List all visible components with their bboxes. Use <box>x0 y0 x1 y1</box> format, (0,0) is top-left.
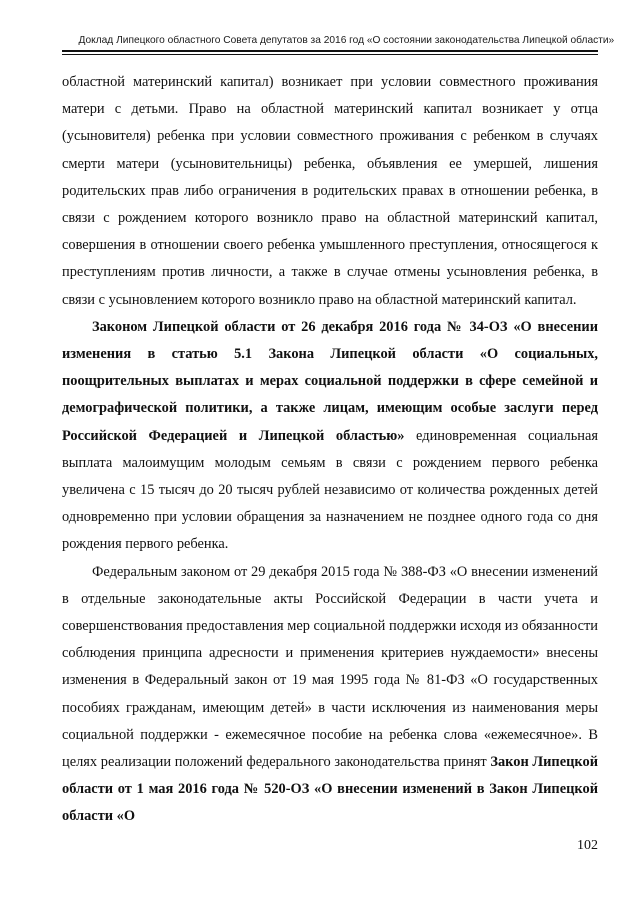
body-text <box>62 69 598 831</box>
paragraph-2 <box>62 314 598 559</box>
paragraph-2-text: единовременная социальная выплата малоимущим молодым семьям в связи с рождением первого ребенка увеличена с 15 тысяч до 20 тысяч рублей независимо от количества рожденных детей одновременно при условии обращения за назначением не позднее одного года со дня рождения первого ребенка. <box>62 427 598 553</box>
header-rule-thin <box>62 54 598 55</box>
header-rule-thick <box>62 50 598 52</box>
paragraph-3 <box>62 559 598 831</box>
paragraph-1 <box>62 69 598 314</box>
page-number: 102 <box>577 838 598 853</box>
paragraph-1-text: областной материнский капитал) возникает при условии совместного проживания матери с детьми. Право на областной материнский капитал возникает у отца (усыновителя) ребенка при условии совместного проживания с ребенком в случаях смерти матери (усыновительницы) ребенка, объявления ее умершей, лишения родительских прав либо ограничения в родительских правах в отношении ребенка, в связи с рождением которого возникло право на областной материнский капитал, совершения в отношении своего ребенка умышленного преступления, относящегося к преступлениям против личности, а также в случае отмены усыновления ребенка, в связи с усыновлением которого возникло право на областной материнский капитал. <box>62 74 598 308</box>
running-header: Доклад Липецкого областного Совета депутатов за 2016 год «О состоянии законодательства Липецкой области» <box>78 34 615 46</box>
paragraph-2-law-title: Законом Липецкой области от 26 декабря 2016 года № 34-ОЗ «О внесении изменения в статью 5.1 Закона Липецкой области «О социальных, поощрительных выплатах и мерах социальной поддержки в сфере семейной и демографической политики, а также лицам, имеющим особые заслуги перед Российской Федерацией и Липецкой областью» <box>62 318 598 444</box>
paragraph-3-text: Федеральным законом от 29 декабря 2015 года № 388-ФЗ «О внесении изменений в отдельные законодательные акты Российской Федерации в части учета и совершенствования предоставления мер социальной поддержки исходя из обязанности соблюдения принципа адресности и применения критериев нуждаемости» внесены изменения в Федеральный закон от 19 мая 1995 года № 81-ФЗ «О государственных пособиях гражданам, имеющим детей» в части исключения из наименования меры социальной поддержки - ежемесячное пособие на ребенка слова «ежемесячное». В целях реализации положений федерального законодательства принят <box>62 563 598 771</box>
paragraph-3-law-title: Закон Липецкой области от 1 мая 2016 года № 520-ОЗ «О внесении изменений в Закон Липецкой области «О <box>62 754 598 825</box>
